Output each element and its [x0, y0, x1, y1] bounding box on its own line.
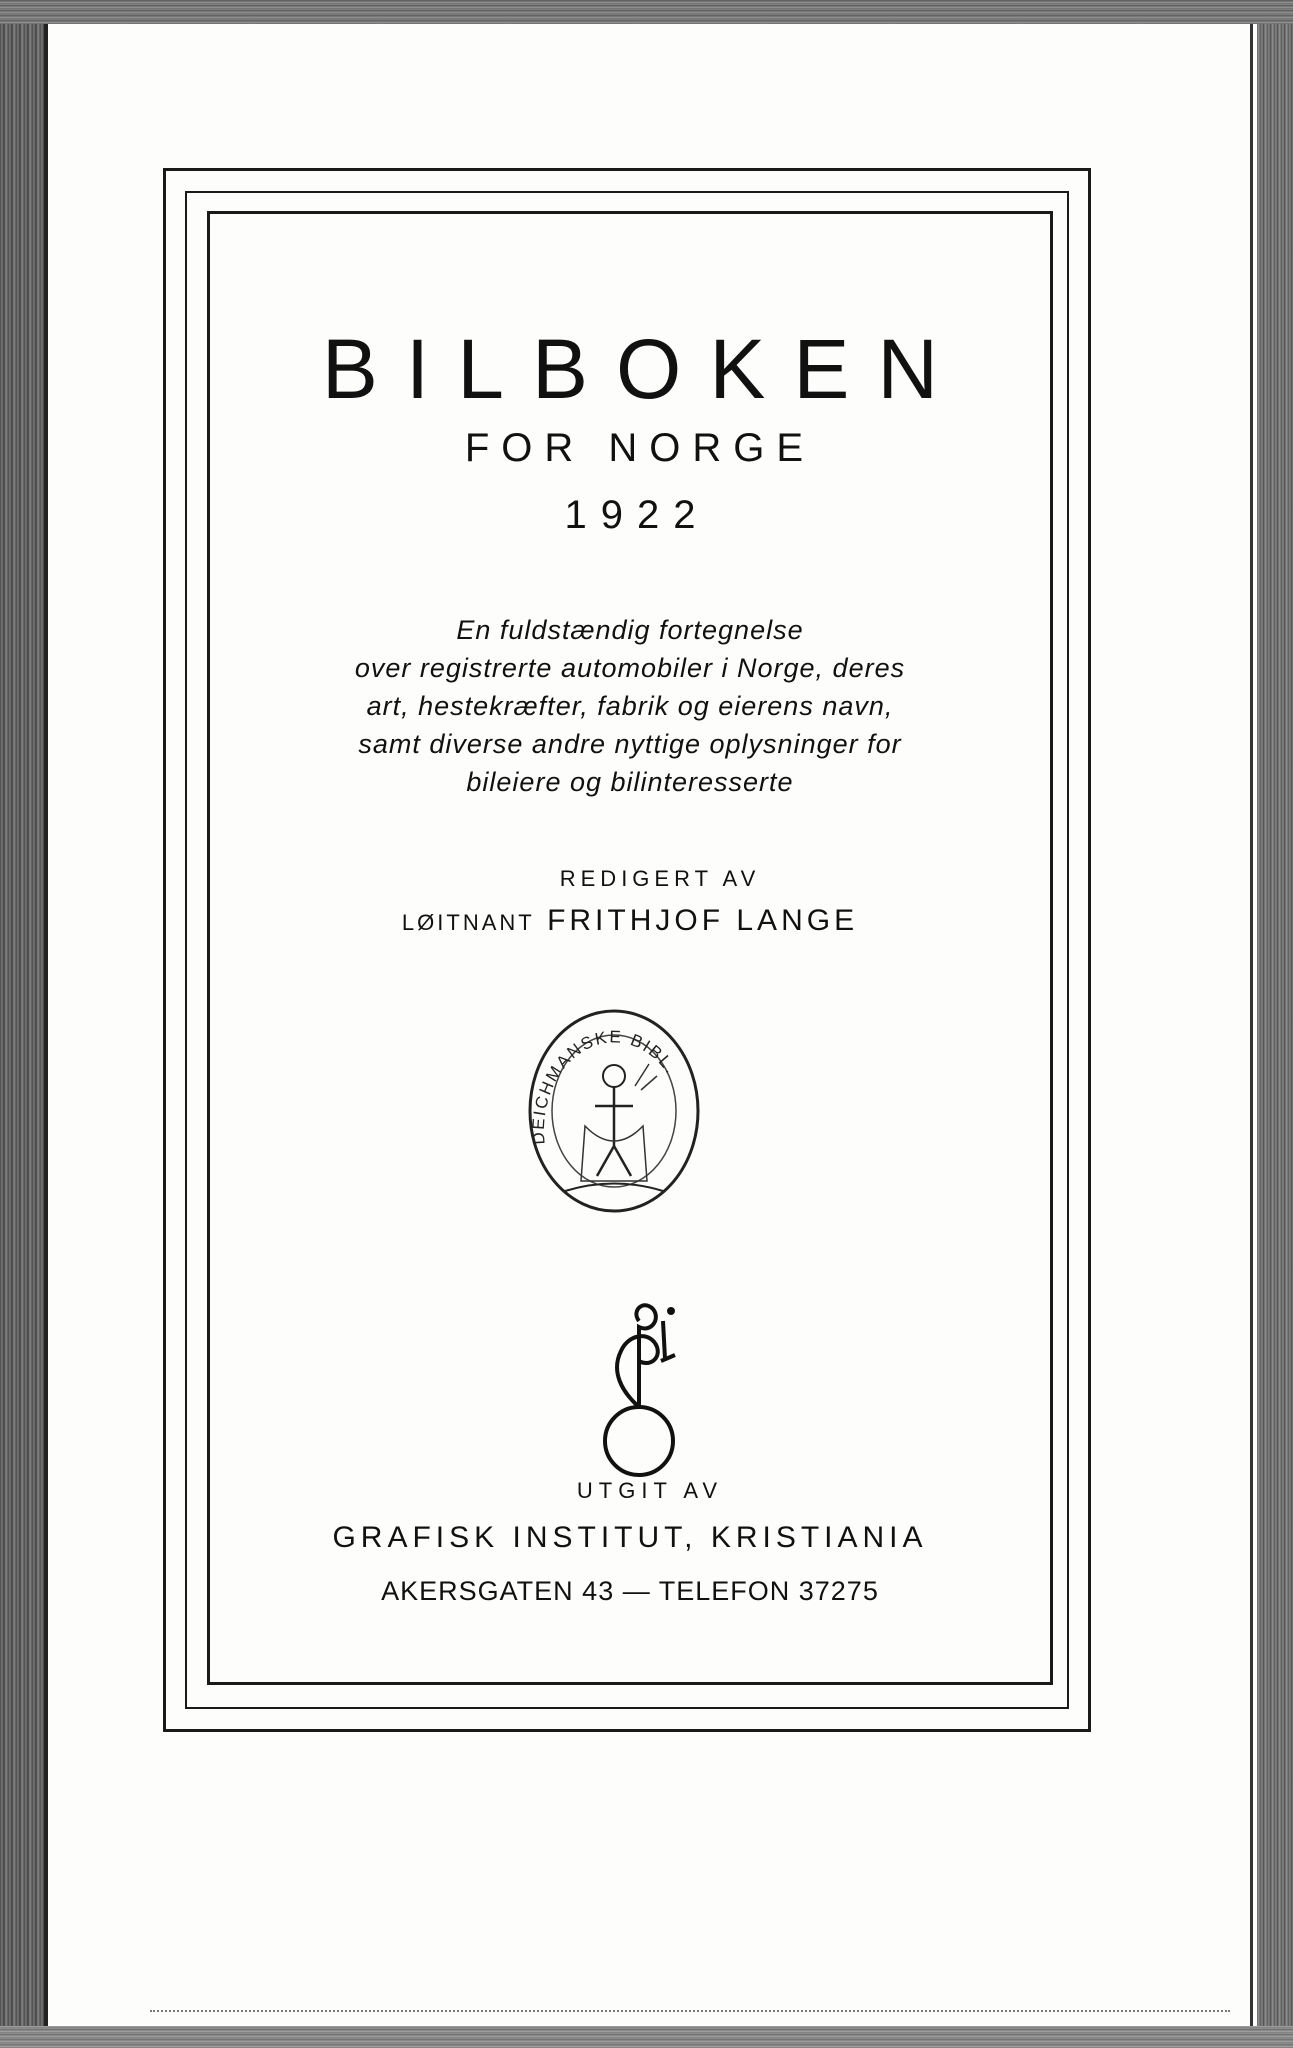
edited-by-label: REDIGERT AV — [559, 866, 761, 891]
book-title: BILBOKEN — [321, 322, 967, 416]
book-subtitle: FOR NORGE — [464, 426, 816, 470]
editor-rank: LØITNANT — [401, 910, 535, 935]
publisher-name: GRAFISK INSTITUT, KRISTIANIA — [332, 1521, 928, 1554]
publisher-address: AKERSGATEN 43 — TELEFON 37275 — [381, 1576, 879, 1606]
page-edge-right — [1250, 24, 1253, 2026]
stamp-text: DEICHMANSKE BIBL. — [528, 1027, 682, 1146]
scan-margin-bottom — [0, 2026, 1293, 2048]
editor-line — [207, 904, 1053, 938]
scan-margin-top — [0, 0, 1293, 24]
publisher-monogram-icon — [591, 1291, 701, 1481]
title-page-content — [207, 211, 1053, 1685]
description-line: En fuldstændig fortegnelse — [456, 615, 804, 645]
description-line: over registrerte automobiler i Norge, deres — [354, 653, 906, 683]
description-line: bileiere og bilinteresserte — [466, 767, 794, 797]
scan-margin-right — [1257, 0, 1293, 2048]
page-edge-left — [44, 24, 48, 2026]
published-by-label: UTGIT AV — [576, 1478, 724, 1503]
description-line: art, hestekræfter, fabrik og eierens navn, — [366, 691, 894, 721]
publication-year: 1922 — [564, 493, 710, 537]
description-line: samt diverse andre nyttige oplysninger for — [358, 729, 902, 759]
scan-dotted-line — [150, 2010, 1230, 2012]
library-stamp-icon — [525, 1006, 703, 1216]
book-description — [247, 611, 1013, 801]
scan-margin-left — [0, 0, 44, 2048]
editor-name: FRITHJOF LANGE — [547, 904, 859, 937]
